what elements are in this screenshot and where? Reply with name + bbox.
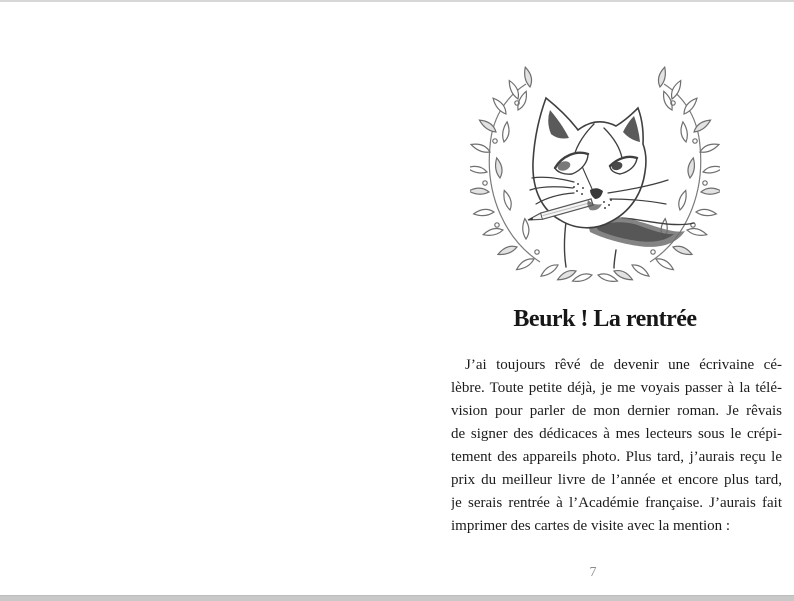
body-line: je serais rentrée à l’Académie française. J’aurais fait <box>451 495 782 511</box>
body-line: lèbre. Toute petite déjà, je me voyais passer à la télé- <box>451 380 782 396</box>
cat-sketch <box>528 98 694 268</box>
body-line: tement des appareils photo. Plus tard, j’aurais reçu le <box>451 449 782 465</box>
page-number: 7 <box>589 565 597 580</box>
window-bottom-edge <box>0 595 794 601</box>
body-line: J’ai toujours rêvé de devenir une écrivaine cé- <box>465 357 782 373</box>
body-line: vision pour parler de mon dernier roman. Je rêvais <box>451 403 782 419</box>
left-page-blank[interactable] <box>0 2 397 596</box>
chapter-title: Beurk ! La rentrée <box>513 306 697 332</box>
chapter-body <box>451 354 782 538</box>
cat-pencil-wreath-illustration <box>470 62 720 282</box>
body-line: prix du meilleur livre de l’année et encore plus tard, <box>451 472 782 488</box>
body-line: imprimer des cartes de visite avec la mention : <box>451 518 731 534</box>
body-line: de signer des dédicaces à mes lecteurs sous le crépi- <box>451 426 782 442</box>
